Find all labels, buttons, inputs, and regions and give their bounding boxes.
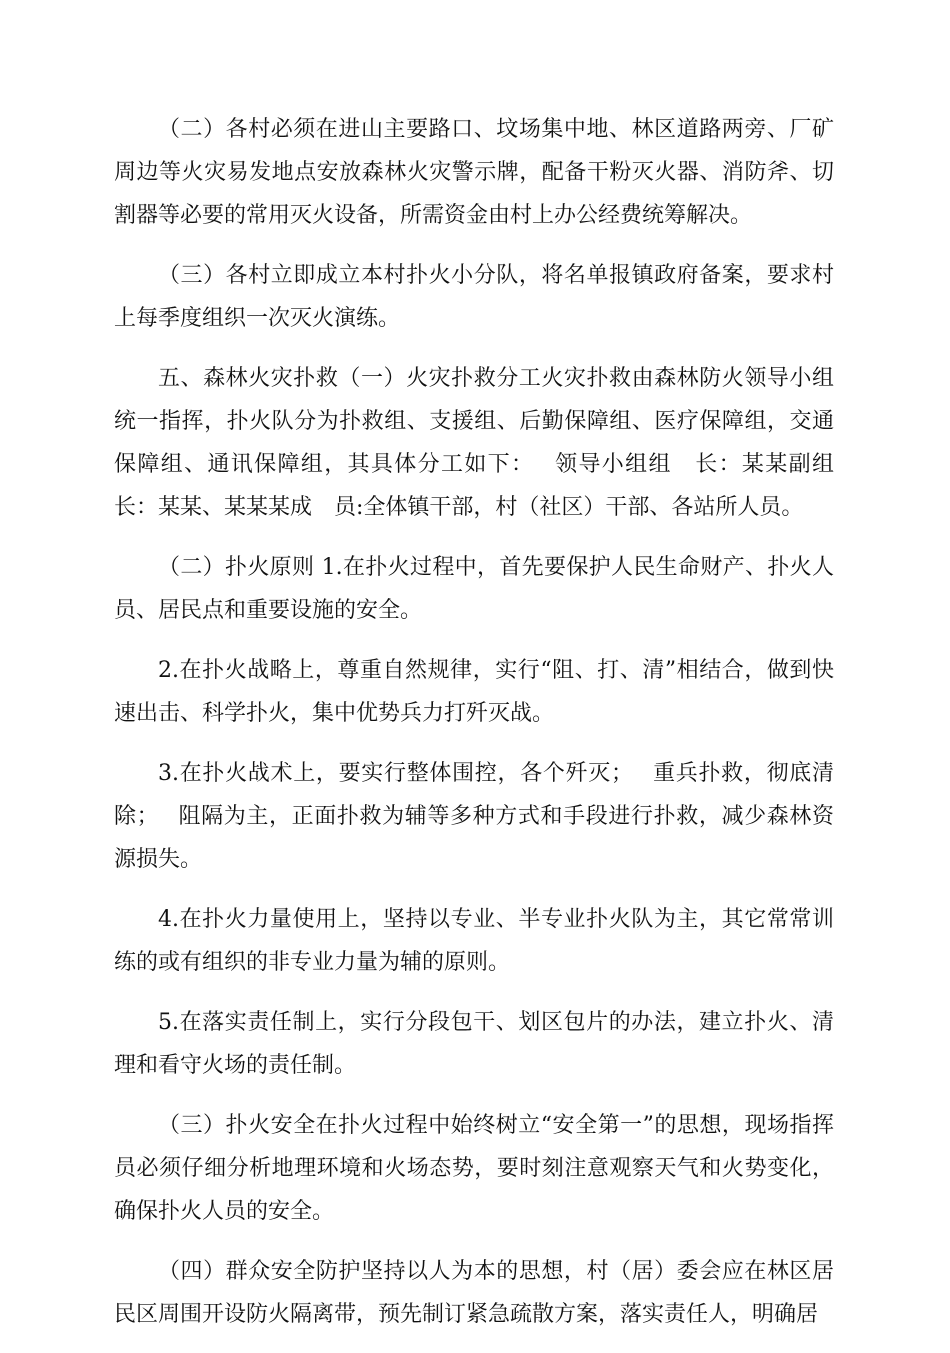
paragraph: （三）各村立即成立本村扑火小分队，将名单报镇政府备案，要求村上每季度组织一次灭火演练。	[114, 263, 834, 331]
paragraph: （二）各村必须在进山主要路口、坟场集中地、林区道路两旁、厂矿周边等火灾易发地点安放森林火灾警示牌，配备干粉灭火器、消防斧、切割器等必要的常用灭火设备，所需资金由村上办公经费统筹解决。	[114, 117, 834, 228]
paragraph: （四）群众安全防护坚持以人为本的思想，村（居）委会应在林区居民区周围开设防火隔离带，预先制订紧急疏散方案，落实责任人，明确居	[114, 1259, 834, 1327]
document-body	[114, 108, 834, 1353]
paragraph: （二）扑火原则 1.在扑火过程中，首先要保护人民生命财产、扑火人员、居民点和重要设施的安全。	[114, 555, 834, 623]
paragraph: （三）扑火安全在扑火过程中始终树立“安全第一”的思想，现场指挥员必须仔细分析地理环境和火场态势，要时刻注意观察天气和火势变化，确保扑火人员的安全。	[114, 1113, 834, 1224]
paragraph: 五、森林火灾扑救（一）火灾扑救分工火灾扑救由森林防火领导小组统一指挥，扑火队分为扑救组、支援组、后勤保障组、医疗保障组，交通保障组、通讯保障组，其具体分工如下： 领导小组组 长：某某副组长：某某、某某某成 员:全体镇干部，村（社区）干部、各站所人员。	[114, 366, 834, 520]
paragraph: 5.在落实责任制上，实行分段包干、划区包片的办法，建立扑火、清理和看守火场的责任制。	[114, 1010, 834, 1078]
paragraph: 4.在扑火力量使用上，坚持以专业、半专业扑火队为主，其它常常训练的或有组织的非专业力量为辅的原则。	[114, 907, 834, 975]
paragraph: 2.在扑火战略上，尊重自然规律，实行“阻、打、清”相结合，做到快速出击、科学扑火，集中优势兵力打歼灭战。	[114, 658, 834, 726]
paragraph: 3.在扑火战术上，要实行整体围控，各个歼灭； 重兵扑救，彻底清除； 阻隔为主，正面扑救为辅等多种方式和手段进行扑救，减少森林资源损失。	[114, 761, 834, 872]
